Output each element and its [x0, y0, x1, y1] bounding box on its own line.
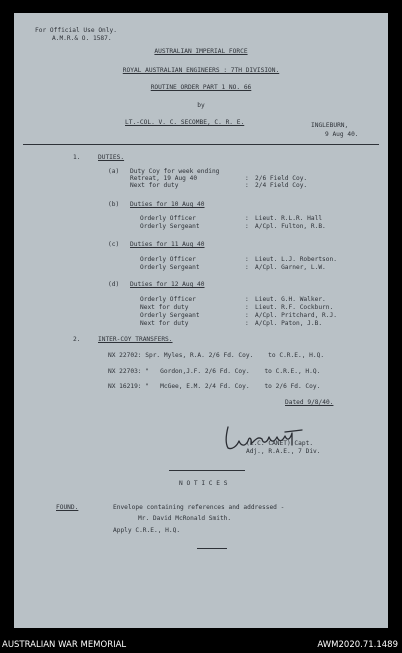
item-b-colon-1: :: [245, 215, 249, 222]
notices-rule-top: [169, 470, 245, 471]
item-c-name-1: Lieut. L.J. Robertson.: [255, 256, 337, 263]
item-d-name-1: Lieut. G.H. Walker.: [255, 296, 326, 303]
item-a-value-2: 2/4 Field Coy.: [255, 182, 308, 189]
transfer-row: NX 22702: Spr. Myles, R.A. 2/6 Fd. Coy. to C.R.E., H.Q.: [108, 352, 325, 359]
item-d-role-1: Orderly Officer: [140, 296, 196, 303]
item-d-colon-1: :: [245, 296, 249, 303]
item-d-role-2: Next for duty: [140, 304, 189, 311]
order-heading: ROUTINE ORDER PART 1 NO. 66: [150, 84, 252, 91]
item-b-role-2: Orderly Sergeant: [140, 223, 200, 230]
header-rule: [23, 144, 379, 145]
item-c-colon-2: :: [245, 264, 249, 271]
commander-line: LT.-COL. V. C. SECOMBE, C. R. E.: [125, 119, 245, 126]
unit-heading: ROYAL AUSTRALIAN ENGINEERS : 7TH DIVISION.: [122, 67, 280, 74]
section-1-number: 1.: [73, 154, 81, 161]
found-line-2: Mr. David McRonald Smith.: [138, 515, 232, 522]
transfer-row: NX 16219: " McGee, E.M. 2/4 Fd. Coy. to 2/6 Fd. Coy.: [108, 383, 321, 390]
item-d-colon-3: :: [245, 312, 249, 319]
signer-name: (L.C. CANET) Capt.: [246, 440, 314, 447]
item-a-line-1: Duty Coy for week ending: [130, 168, 220, 175]
notices-title: N O T I C E S: [179, 480, 228, 487]
item-a-line-2: Retreat, 19 Aug 40: [130, 175, 198, 182]
item-b-name-2: A/Cpl. Fulton, R.B.: [255, 223, 326, 230]
found-line-3: Apply C.R.E., H.Q.: [113, 527, 181, 534]
item-d-role-3: Orderly Sergeant: [140, 312, 200, 319]
item-c-label: (c): [108, 241, 120, 248]
archive-footer: [0, 638, 402, 653]
item-d-role-4: Next for duty: [140, 320, 189, 327]
document-page: [14, 13, 388, 628]
transfers-dated: Dated 9/8/40.: [285, 399, 334, 406]
place-line: INGLEBURN,: [311, 122, 349, 129]
notices-rule-bottom: [197, 548, 227, 549]
item-c-title: Duties for 11 Aug 40: [130, 241, 205, 248]
amr-reference: A.M.R.& O. 1587.: [52, 35, 112, 42]
found-label: FOUND.: [56, 504, 79, 511]
item-b-colon-2: :: [245, 223, 249, 230]
item-d-colon-2: :: [245, 304, 249, 311]
force-heading: AUSTRALIAN IMPERIAL FORCE: [154, 48, 248, 55]
footer-accession: AWM2020.71.1489: [317, 640, 398, 650]
item-c-colon-1: :: [245, 256, 249, 263]
item-d-label: (d): [108, 281, 120, 288]
section-2-number: 2.: [73, 336, 81, 343]
item-a-colon-1: :: [245, 175, 249, 182]
found-line-1: Envelope containing references and addressed -: [113, 504, 285, 511]
item-c-role-1: Orderly Officer: [140, 256, 196, 263]
by-line: by: [197, 102, 205, 109]
transfers-title: INTER-COY TRANSFERS.: [98, 336, 173, 343]
item-a-line-3: Next for duty: [130, 182, 179, 189]
item-b-name-1: Lieut. R.L.R. Hall: [255, 215, 323, 222]
duties-title: DUTIES.: [98, 154, 125, 161]
transfer-row: NX 22703: " Gordon,J.F. 2/6 Fd. Coy. to C.R.E., H.Q.: [108, 368, 321, 375]
item-a-colon-2: :: [245, 182, 249, 189]
item-d-name-2: Lieut. R.F. Cockburn.: [255, 304, 334, 311]
official-use-line: For Official Use Only.: [35, 27, 117, 34]
item-c-role-2: Orderly Sergeant: [140, 264, 200, 271]
signer-role: Adj., R.A.E., 7 Div.: [246, 448, 321, 455]
item-b-label: (b): [108, 201, 120, 208]
item-d-title: Duties for 12 Aug 40: [130, 281, 205, 288]
item-d-colon-4: :: [245, 320, 249, 327]
footer-institution: AUSTRALIAN WAR MEMORIAL: [2, 640, 127, 650]
item-d-name-3: A/Cpl. Pritchard, R.J.: [255, 312, 337, 319]
item-c-name-2: A/Cpl. Garner, L.W.: [255, 264, 326, 271]
date-line: 9 Aug 40.: [325, 131, 359, 138]
item-d-name-4: A/Cpl. Paton, J.B.: [255, 320, 323, 327]
item-b-title: Duties for 10 Aug 40: [130, 201, 205, 208]
item-a-label: (a): [108, 168, 120, 175]
item-a-value-1: 2/6 Field Coy.: [255, 175, 308, 182]
item-b-role-1: Orderly Officer: [140, 215, 196, 222]
